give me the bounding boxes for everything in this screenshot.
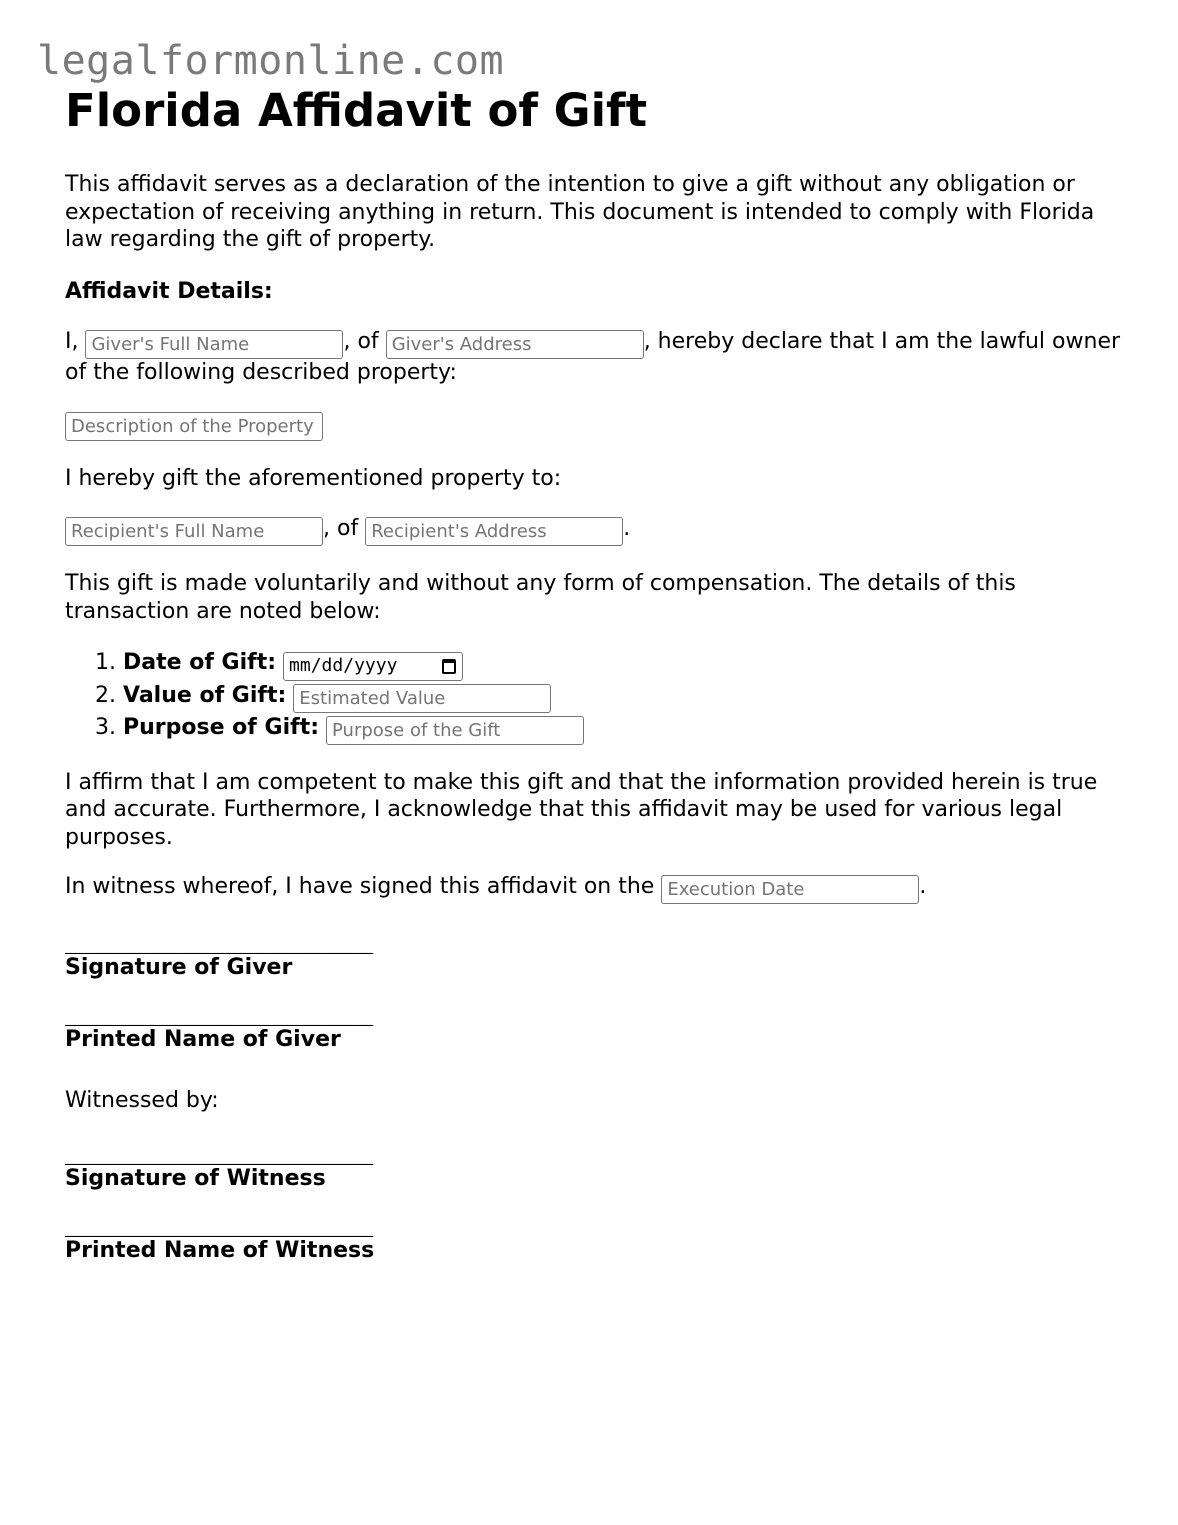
declaration-suffix: , hereby declare that I am the lawful owner of the following described property:: [65, 329, 1121, 385]
property-description-input[interactable]: [65, 412, 323, 441]
giver-address-input[interactable]: [386, 330, 644, 359]
date-format-text: mm/dd/yyyy: [289, 655, 398, 676]
gift-to-paragraph: I hereby gift the aforementioned property to:: [65, 465, 562, 491]
property-line: [65, 410, 1125, 441]
witness-statement-end: .: [919, 874, 927, 899]
purpose-of-gift-input[interactable]: [326, 716, 584, 745]
giver-signature-label: Signature of Giver: [65, 955, 293, 980]
giver-signature-line: ____________________________: [65, 932, 373, 954]
witness-printed-line: ____________________________: [65, 1214, 373, 1237]
witness-signature-line: ____________________________: [65, 1142, 373, 1165]
intro-paragraph: This affidavit serves as a declaration of the intention to give a gift without any obligation or expectation of receiving anything in return. This document is intended to comply with Florida law regarding the gift of property.: [65, 172, 1095, 252]
list-item-date: [123, 648, 1125, 681]
witnessed-by-label: Witnessed by:: [65, 1088, 219, 1113]
list-item-purpose: [123, 713, 1125, 745]
calendar-icon[interactable]: [442, 659, 456, 674]
watermark-logo: legalformonline.com: [37, 38, 505, 84]
declaration-prefix: I,: [65, 329, 79, 354]
value-of-gift-label: Value of Gift:: [123, 682, 287, 708]
witness-signature-block: [65, 1143, 1125, 1193]
execution-date-input[interactable]: [661, 875, 919, 904]
purpose-of-gift-label: Purpose of Gift:: [123, 714, 320, 740]
witness-statement: [65, 873, 1125, 904]
affidavit-document: [65, 84, 1125, 1265]
recipient-of: , of: [323, 516, 359, 541]
recipient-address-input[interactable]: [365, 517, 623, 546]
witness-signature-label: Signature of Witness: [65, 1165, 326, 1191]
date-of-gift-input[interactable]: [283, 652, 463, 681]
value-of-gift-input[interactable]: [293, 684, 551, 713]
witness-printed-label: Printed Name of Witness: [65, 1237, 375, 1263]
witness-printed-block: [65, 1215, 1125, 1265]
affirm-paragraph: I affirm that I am competent to make this gift and that the information provided herein is true and accurate. Furthermore, I acknowledge that this affidavit may be used for various legal purposes.: [65, 769, 1098, 850]
list-item-value: [123, 681, 1125, 713]
giver-printed-line: ____________________________: [65, 1004, 373, 1026]
giver-signature-block: [65, 932, 1125, 982]
recipient-end: .: [623, 516, 631, 541]
recipient-line: [65, 515, 1125, 546]
recipient-name-input[interactable]: [65, 517, 323, 546]
witness-statement-text: In witness whereof, I have signed this affidavit on the: [65, 874, 655, 899]
page-title: Florida Affidavit of Gift: [65, 84, 648, 137]
giver-printed-block: [65, 1004, 1125, 1054]
giver-printed-label: Printed Name of Giver: [65, 1027, 341, 1052]
voluntary-paragraph: This gift is made voluntarily and without any form of compensation. The details of this transaction are noted below:: [65, 571, 1016, 624]
declaration-paragraph: [65, 328, 1125, 387]
date-of-gift-label: Date of Gift:: [123, 650, 277, 675]
details-heading: Affidavit Details:: [65, 278, 273, 304]
gift-details-list: [65, 648, 1125, 745]
declaration-of: , of: [343, 329, 379, 354]
giver-name-input[interactable]: [85, 330, 343, 359]
